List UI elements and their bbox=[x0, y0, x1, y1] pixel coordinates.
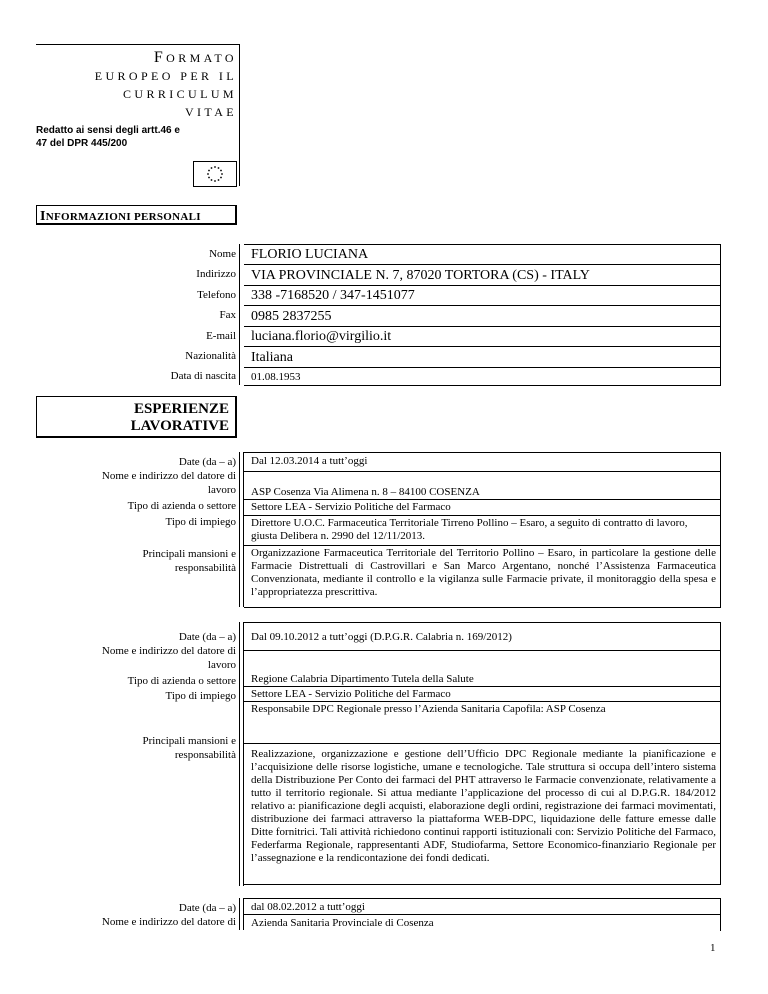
value-telefono: 338 -7168520 / 347-1451077 bbox=[244, 286, 720, 306]
divider bbox=[239, 244, 240, 385]
entry-date: dal 08.02.2012 a tutt’oggi bbox=[244, 899, 720, 915]
experience-entry bbox=[244, 452, 721, 608]
section-title-line-2: LAVORATIVE bbox=[130, 418, 229, 434]
cv-header bbox=[36, 44, 240, 186]
legal-note: Redatto ai sensi degli artt.46 e 47 del DPR 445/200 bbox=[36, 125, 180, 149]
label-date: Date (da – a) bbox=[178, 456, 236, 468]
label-employer-2: lavoro bbox=[207, 484, 236, 496]
label-sector: Tipo di azienda o settore bbox=[127, 500, 236, 512]
entry-duties: Organizzazione Farmaceutica Territoriale del Territorio Pollino – Esaro, in particolare la gestione delle Farmacie Distrettuali di Castrovillari e San Marco Argentano, nonché l’Assistenza Farmaceutica Convenzionata, mediante il controllo e la vigilanza sulle Farmacie private, il monitoraggio della spesa e l’appropriatezza prescrittiva. bbox=[244, 546, 720, 608]
entry-employer: Regione Calabria Dipartimento Tutela della Salute bbox=[244, 651, 720, 687]
label-fax: Fax bbox=[219, 309, 236, 321]
label-nazionalita: Nazionalità bbox=[185, 350, 236, 362]
label-date: Date (da – a) bbox=[178, 631, 236, 643]
label-employer: Nome e indirizzo del datore di bbox=[101, 470, 236, 482]
label-duties-2: responsabilità bbox=[174, 562, 236, 574]
entry-employer: Azienda Sanitaria Provinciale di Cosenza bbox=[251, 917, 434, 929]
entry-employer: ASP Cosenza Via Alimena n. 8 – 84100 COSENZA bbox=[244, 472, 720, 500]
page-number: 1 bbox=[710, 942, 716, 954]
divider bbox=[239, 622, 240, 886]
label-employer: Nome e indirizzo del datore di bbox=[101, 645, 236, 657]
entry-sector: Settore LEA - Servizio Politiche del Farmaco bbox=[244, 687, 720, 702]
entry-sector: Settore LEA - Servizio Politiche del Farmaco bbox=[244, 500, 720, 516]
eu-flag-icon bbox=[193, 161, 237, 187]
value-nazionalita: Italiana bbox=[244, 347, 720, 368]
label-sector: Tipo di azienda o settore bbox=[127, 675, 236, 687]
value-fax: 0985 2837255 bbox=[244, 306, 720, 327]
experience-entry bbox=[244, 622, 721, 885]
label-employer: Nome e indirizzo del datore di bbox=[101, 916, 236, 928]
value-indirizzo: VIA PROVINCIALE N. 7, 87020 TORTORA (CS) - ITALY bbox=[244, 265, 720, 286]
personal-info-table bbox=[244, 244, 721, 386]
label-job: Tipo di impiego bbox=[165, 690, 236, 702]
label-duties-2: responsabilità bbox=[174, 749, 236, 761]
label-data-nascita: Data di nascita bbox=[170, 370, 236, 382]
divider bbox=[239, 452, 240, 607]
label-job: Tipo di impiego bbox=[165, 516, 236, 528]
title-line-1: ORMATO bbox=[166, 51, 237, 65]
experience-entry bbox=[244, 898, 721, 931]
title-line-4: VITAE bbox=[184, 105, 237, 119]
section-personal-info bbox=[36, 205, 237, 225]
label-nome: Nome bbox=[209, 248, 236, 260]
entry-duties: Realizzazione, organizzazione e gestione dell’Ufficio DPC Regionale mediante la pianificazione e l’acquisizione delle risorse logistiche, umane e tecnologiche. Tale struttura si occupa dell’intero sistema della Distribuzione Per Conto dei farmaci del PHT attraverso le Farmacie convenzionate, relativamente a tutto il territorio regionale. Si attua mediante l’applicazione del processo di cui al D.P.G.R. 184/2012 relativo a: pianificazione degli acquisti, elaborazione degli ordini, registrazione dei farmaci movimentati, distribuzione dei farmaci attraverso la piattaforma WEB-DPC, liquidazione delle fatture emesse dalle Ditte fornitrici. Tali attività richiedono continui rapporti istituzionali con: Servizio Politiche del Farmaco, Federfarma Regionale, rappresentanti ADF, Studiofarma, Settore Economico-finanziario Regionale per l’assegnazione e la rendicontazione dei fondi dedicati. bbox=[244, 744, 720, 885]
entry-job: Direttore U.O.C. Farmaceutica Territoriale Tirreno Pollino – Esaro, a seguito di contratto di lavoro, giusta Delibera n. 2990 del 12/11/2013. bbox=[244, 516, 720, 546]
section-initial: I bbox=[40, 209, 46, 224]
entry-job: Responsabile DPC Regionale presso l’Azienda Sanitaria Capofila: ASP Cosenza bbox=[244, 702, 720, 744]
label-duties: Principali mansioni e bbox=[142, 735, 236, 747]
label-telefono: Telefono bbox=[197, 289, 236, 301]
title-line-3: CURRICULUM bbox=[122, 87, 237, 101]
label-date: Date (da – a) bbox=[178, 902, 236, 914]
value-nome: FLORIO LUCIANA bbox=[244, 245, 720, 265]
label-employer-2: lavoro bbox=[207, 659, 236, 671]
entry-date: Dal 12.03.2014 a tutt’oggi bbox=[244, 453, 720, 472]
divider bbox=[239, 898, 240, 930]
section-title: NFORMAZIONI PERSONALI bbox=[45, 211, 201, 223]
label-duties: Principali mansioni e bbox=[142, 548, 236, 560]
value-data-nascita: 01.08.1953 bbox=[244, 368, 720, 386]
value-email[interactable]: luciana.florio@virgilio.it bbox=[244, 327, 720, 347]
title-line-2: EUROPEO PER IL bbox=[94, 69, 237, 83]
section-title-line-1: ESPERIENZE bbox=[133, 401, 229, 417]
cv-title bbox=[95, 49, 237, 121]
entry-date: Dal 09.10.2012 a tutt’oggi (D.P.G.R. Calabria n. 169/2012) bbox=[244, 623, 720, 651]
label-email: E-mail bbox=[206, 330, 236, 342]
section-work-experience bbox=[36, 396, 237, 438]
title-initial: F bbox=[153, 49, 167, 66]
label-indirizzo: Indirizzo bbox=[196, 268, 236, 280]
